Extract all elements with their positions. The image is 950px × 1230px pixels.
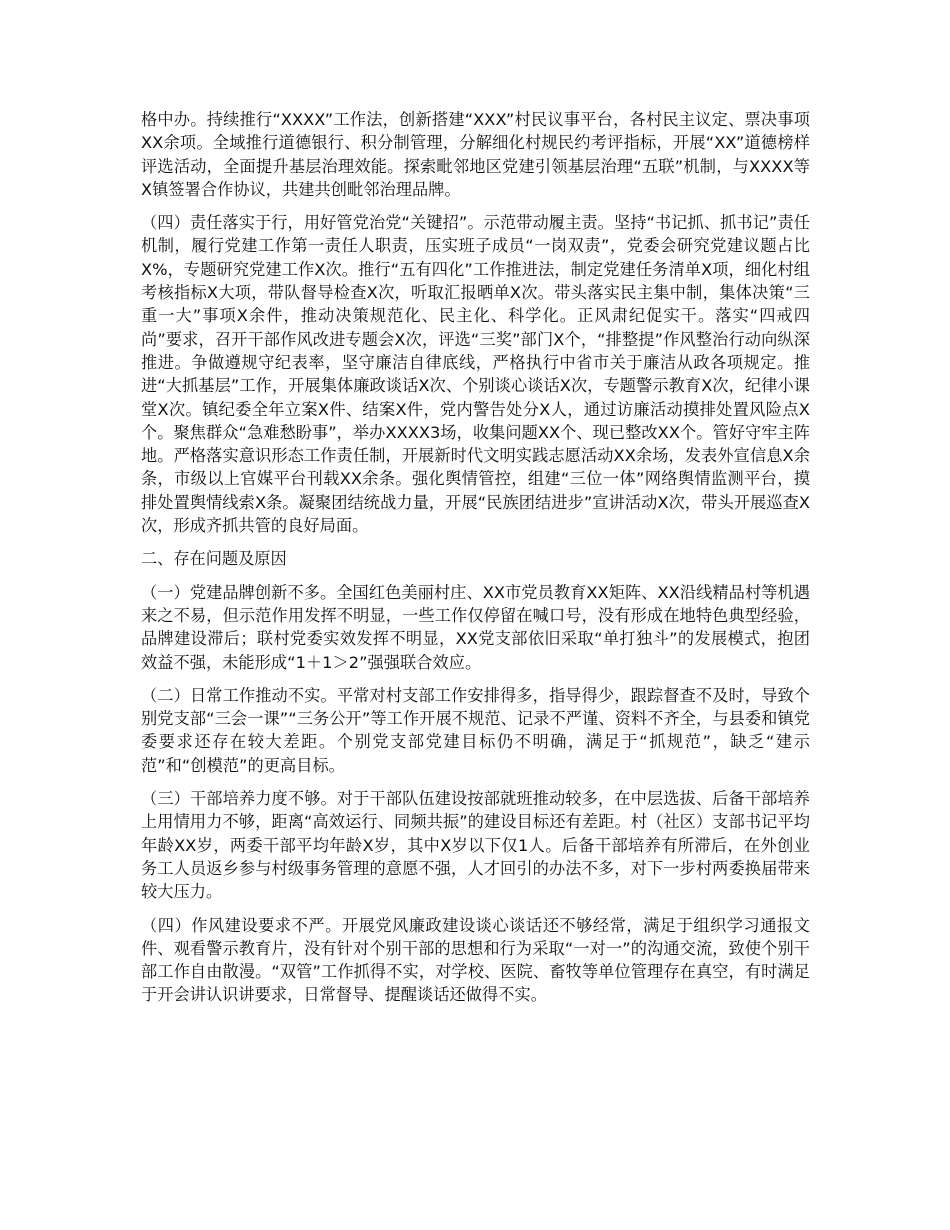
paragraph-problem-2: （二）日常工作推动不实。平常对村支部工作安排得多，指导得少，跟踪督查不及时，导致个别党支部“三会一课”“三务公开”等工作开展不规范、记录不严谨、资料不齐全，与县委和镇党委要求还存在较大差距。个别党支部党建目标仍不明确，满足于“抓规范”，缺乏“建示范”和“创模范”的更高目标。 (141, 685, 810, 775)
paragraph-governance-end: 格中办。持续推行“XXXX”工作法，创新搭建“XXX”村民议事平台，各村民主议定、票决事项XX余项。全域推行道德银行、积分制管理，分解细化村规民约考评指标，开展“XX”道德榜样评选活动，全面提升基层治理效能。探索毗邻地区党建引领基层治理“五联”机制，与XXXX等X镇签署合作协议，共建共创毗邻治理品牌。 (141, 110, 810, 199)
paragraph-problem-1: （一）党建品牌创新不多。全国红色美丽村庄、XX市党员教育XX矩阵、XX沿线精品村等机遇来之不易，但示范作用发挥不明显，一些工作仅停留在喊口号，没有形成在地特色典型经验，品牌建设滞后；联村党委实效发挥不明显，XX党支部依旧采取“单打独斗”的发展模式，抱团效益不强，未能形成“1＋1＞2”强强联合效应。 (141, 582, 810, 672)
paragraph-problem-3: （三）干部培养力度不够。对于干部队伍建设按部就班推动较多，在中层选拔、后备干部培养上用情用力不够，距离“高效运行、同频共振”的建设目标还有差距。村（社区）支部书记平均年龄XX岁，两委干部平均年龄X岁，其中X岁以下仅1人。后备干部培养有所滞后，在外创业务工人员返乡参与村级事务管理的意愿不强，人才回引的办法不多，对下一步村两委换届带来较大压力。 (141, 789, 810, 902)
paragraph-responsibility: （四）责任落实于行，用好管党治党“关键招”。示范带动履主责。坚持“书记抓、抓书记”责任机制，履行党建工作第一责任人职责，压实班子成员“一岗双责”，党委会研究党建议题占比X%，专题研究党建工作X次。推行“五有四化”工作推进法，制定党建任务清单X项，细化村组考核指标X大项，带队督导检查X次，听取汇报晒单X次。带头落实民主集中制，集体决策“三重一大”事项X余件，推动决策规范化、民主化、科学化。正风肃纪促实干。落实“四戒四尚”要求，召开干部作风改进专题会X次，评选“三奖”部门X个，“排整提”作风整治行动向纵深推进。争做遵规守纪表率，坚守廉洁自律底线，严格执行中省市关于廉洁从政各项规定。推进“大抓基层”工作，开展集体廉政谈话X次、个别谈心谈话X次，专题警示教育X次，纪律小课堂X次。镇纪委全年立案X件、结案X件，党内警告处分X人，通过访廉活动摸排处置风险点X个。聚焦群众“急难愁盼事”，举办XXXX3场，收集问题XX个、现已整改XX个。管好守牢主阵地。严格落实意识形态工作责任制，开展新时代文明实践志愿活动XX余场，发表外宣信息X余条，市级以上官媒平台刊载XX余条。强化舆情管控，组建“三位一体”网络舆情监测平台，摸排处置舆情线索X条。凝聚团结统战力量，开展“民族团结进步”宣讲活动X次，带头开展巡查X次，形成齐抓共管的良好局面。 (141, 213, 810, 536)
section-heading-problems: 二、存在问题及原因 (141, 549, 287, 569)
paragraph-problem-4: （四）作风建设要求不严。开展党风廉政建设谈心谈话还不够经常，满足于组织学习通报文件、观看警示教育片，没有针对个别干部的思想和行为采取“一对一”的沟通交流，致使个别干部工作自由散漫。“双管”工作抓得不实，对学校、医院、畜牧等单位管理存在真空，有时满足于开会讲认识讲要求，日常督导、提醒谈话还做得不实。 (141, 915, 810, 1005)
